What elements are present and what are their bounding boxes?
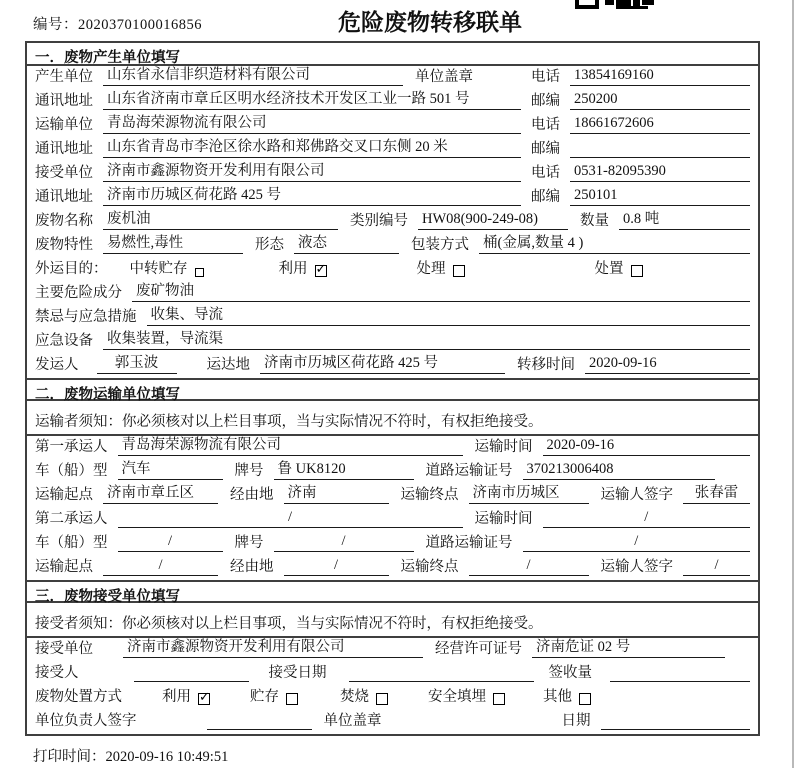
plate-value: 鲁 UK8120 [274, 457, 414, 480]
purpose-option [279, 257, 327, 278]
zip-group [531, 89, 750, 110]
section3-notice: 接受者须知：你必须核对以上栏目事项，当与实际情况不符时，有权拒绝接受。 [27, 603, 758, 638]
route-end-label: 运输终点 [400, 559, 459, 575]
permit-label: 经营许可证号 [435, 641, 522, 657]
section1-title: 一．废物产生单位填写 [27, 43, 758, 66]
producer-phone-group [531, 65, 750, 86]
disposal-label: 废物处置方式 [35, 689, 122, 705]
route-start-label: 运输起点 [35, 487, 93, 503]
carrier2-value: / [118, 509, 463, 528]
plate-label: 牌号 [234, 535, 264, 551]
carrier2-label: 第二承运人 [35, 511, 108, 527]
character-label: 废物特性 [35, 237, 93, 253]
waste-character-row [27, 234, 758, 258]
option-label: 利用 [162, 689, 191, 705]
vehicle-type-label: 车（船）型 [35, 463, 108, 479]
acceptor-row [27, 662, 758, 686]
carrier2-row [27, 508, 758, 532]
waste-name-label: 废物名称 [35, 213, 93, 229]
receipt-qty-label: 签收量 [548, 665, 592, 681]
purpose-label: 外运目的： [35, 261, 108, 277]
transporter-value: 青岛海荣源物流有限公司 [103, 111, 521, 134]
qty-value: 0.8 吨 [619, 207, 750, 230]
producer-value: 山东省永信非织造材料有限公司 [103, 63, 403, 86]
section2-notice: 运输者须知：你必须核对以上栏目事项，当与实际情况不符时，有权拒绝接受。 [27, 401, 758, 436]
equipment-label: 应急设备 [35, 333, 93, 349]
route-end-value: 济南市历城区 [469, 481, 589, 504]
accept-unit-row [27, 638, 758, 662]
phone-value: 0531-82095390 [570, 163, 750, 182]
acceptor-value [134, 666, 249, 682]
accept-date-label: 接受日期 [268, 665, 327, 681]
vehicle2-row [27, 532, 758, 556]
acceptor-label: 接受人 [35, 665, 79, 681]
address-label: 通讯地址 [35, 189, 93, 205]
packing-value: 桶(金属,数量 4 ) [479, 231, 750, 254]
route-start-value: / [103, 557, 218, 576]
measures-value: 收集、导流 [147, 303, 751, 326]
route-via-value: 济南 [284, 481, 389, 504]
phone-value: 18661672606 [570, 115, 750, 134]
accept-unit-value: 济南市鑫源物资开发利用有限公司 [123, 635, 423, 658]
page-title: 危险废物转移联单 [338, 9, 522, 35]
address-value: 济南市历城区荷花路 425 号 [103, 183, 521, 206]
route-via-label: 经由地 [230, 487, 274, 503]
checkbox-icon [195, 268, 204, 277]
print-time-value: 2020-09-16 10:49:51 [105, 749, 229, 765]
page-edge-line [792, 0, 794, 768]
producer-label: 产生单位 [35, 69, 93, 85]
road-license-value: / [523, 533, 751, 552]
option-label: 处理 [416, 261, 446, 277]
transfer-time-label: 转移时间 [517, 357, 575, 373]
producer-seal-label: 单位盖章 [415, 69, 473, 85]
disposal-row [27, 686, 758, 710]
route-start-value: 济南市章丘区 [103, 481, 218, 504]
shipper-label: 发运人 [35, 357, 79, 373]
checkbox-icon [453, 265, 465, 277]
packing-label: 包装方式 [411, 237, 469, 253]
zip-group [531, 137, 750, 158]
section2-title: 二．废物运输单位填写 [27, 378, 758, 401]
option-label: 中转贮存 [129, 261, 188, 277]
equipment-value: 收集装置，导流渠 [103, 327, 750, 350]
doc-number-value: 2020370100016856 [78, 17, 202, 33]
address-value: 山东省青岛市李沧区徐水路和郑佛路交叉口东侧 20 米 [103, 135, 521, 158]
doc-number [33, 13, 202, 34]
permit-value: 济南危证 02 号 [532, 635, 725, 658]
option-label: 焚烧 [340, 689, 369, 705]
phone-label: 电话 [531, 69, 560, 85]
route-end-label: 运输终点 [400, 487, 459, 503]
phone-value: 13854169160 [570, 67, 750, 86]
purpose-option [595, 257, 643, 278]
vehicle-type-label: 车（船）型 [35, 535, 108, 551]
accept-unit-label: 接受单位 [35, 641, 93, 657]
zip-value [570, 142, 750, 158]
purpose-option [417, 257, 465, 278]
transporter-phone-group [531, 113, 750, 134]
signature-row [27, 710, 758, 734]
route-via-label: 经由地 [230, 559, 274, 575]
option-label: 贮存 [250, 689, 279, 705]
route-via-value: / [284, 557, 389, 576]
measures-label: 禁忌与应急措施 [35, 309, 137, 325]
carrier1-value: 青岛海荣源物流有限公司 [118, 433, 463, 456]
option-label: 安全填埋 [428, 689, 486, 705]
accept-date-value [349, 666, 534, 682]
zip-value: 250200 [570, 91, 750, 110]
address-label: 通讯地址 [35, 93, 93, 109]
receipt-qty-value [610, 666, 750, 682]
category-label: 类别编号 [350, 213, 408, 229]
plate-label: 牌号 [234, 463, 264, 479]
receiver-label: 接受单位 [35, 165, 93, 181]
checkbox-icon [631, 265, 643, 277]
disposal-option [543, 685, 591, 706]
zip-label: 邮编 [531, 189, 560, 205]
disposal-option [340, 685, 388, 706]
waste-name-value: 废机油 [103, 207, 338, 230]
form-value: 液态 [294, 231, 399, 254]
transfer-time-value: 2020-09-16 [585, 355, 750, 374]
carrier-sign-value: 张春雷 [683, 481, 750, 504]
unit-seal-label: 单位盖章 [323, 713, 382, 729]
receiver-value: 济南市鑫源物资开发利用有限公司 [103, 159, 521, 182]
shipper-row [27, 354, 758, 378]
address-label: 通讯地址 [35, 141, 93, 157]
hazard-label: 主要危险成分 [35, 285, 122, 301]
option-label: 处置 [594, 261, 624, 277]
responsible-sign-value [207, 714, 312, 730]
zip-label: 邮编 [531, 93, 560, 109]
checkbox-checked-icon [315, 265, 327, 277]
transport-time-label: 运输时间 [474, 439, 533, 455]
character-value: 易燃性,毒性 [103, 231, 243, 254]
phone-label: 电话 [531, 165, 560, 181]
dest-label: 运达地 [206, 357, 250, 373]
hazard-value: 废矿物油 [132, 279, 750, 302]
carrier-sign-label: 运输人签字 [600, 487, 673, 503]
purpose-option [130, 257, 204, 278]
disposal-option [428, 685, 505, 706]
print-time-label: 打印时间： [33, 749, 106, 765]
category-value: HW08(900-249-08) [418, 211, 568, 230]
route-end-value: / [469, 557, 589, 576]
route-start-label: 运输起点 [35, 559, 93, 575]
date-label: 日期 [561, 713, 591, 729]
qty-label: 数量 [580, 213, 609, 229]
form-label: 形态 [255, 237, 284, 253]
print-time [33, 745, 228, 766]
zip-label: 邮编 [531, 141, 560, 157]
road-license-value: 370213006408 [523, 461, 716, 480]
shipper-value: 郭玉波 [97, 351, 177, 374]
zip-value: 250101 [570, 187, 750, 206]
zip-group [531, 185, 750, 206]
date-value [601, 714, 751, 730]
disposal-option [250, 685, 298, 706]
checkbox-icon [579, 693, 591, 705]
checkbox-icon [286, 693, 298, 705]
road-license-label: 道路运输证号 [425, 535, 513, 551]
address-value: 山东省济南市章丘区明水经济技术开发区工业一路 501 号 [103, 87, 521, 110]
route1-row [27, 484, 758, 508]
checkbox-icon [376, 693, 388, 705]
transport-time-value: 2020-09-16 [543, 437, 751, 456]
option-label: 其他 [543, 689, 572, 705]
document-header [0, 0, 796, 42]
dest-value: 济南市历城区荷花路 425 号 [260, 351, 505, 374]
checkbox-checked-icon [198, 693, 210, 705]
responsible-sign-label: 单位负责人签字 [35, 713, 137, 729]
section3-title: 三．废物接受单位填写 [27, 580, 758, 603]
checkbox-icon [493, 693, 505, 705]
transport-time-label: 运输时间 [474, 511, 533, 527]
manifest-form [25, 41, 760, 736]
vehicle-type-value: 汽车 [118, 457, 223, 480]
vehicle-type-value: / [118, 533, 223, 552]
disposal-option [162, 685, 210, 706]
transport-time-value: / [543, 509, 751, 528]
route2-row [27, 556, 758, 580]
carrier-sign-label: 运输人签字 [600, 559, 673, 575]
transporter-label: 运输单位 [35, 117, 93, 133]
phone-label: 电话 [531, 117, 560, 133]
receiver-phone-group [531, 161, 750, 182]
plate-value: / [274, 533, 414, 552]
road-license-label: 道路运输证号 [425, 463, 513, 479]
doc-number-label: 编号： [33, 17, 78, 33]
carrier-sign-value: / [683, 557, 750, 576]
carrier1-label: 第一承运人 [35, 439, 108, 455]
option-label: 利用 [278, 261, 308, 277]
